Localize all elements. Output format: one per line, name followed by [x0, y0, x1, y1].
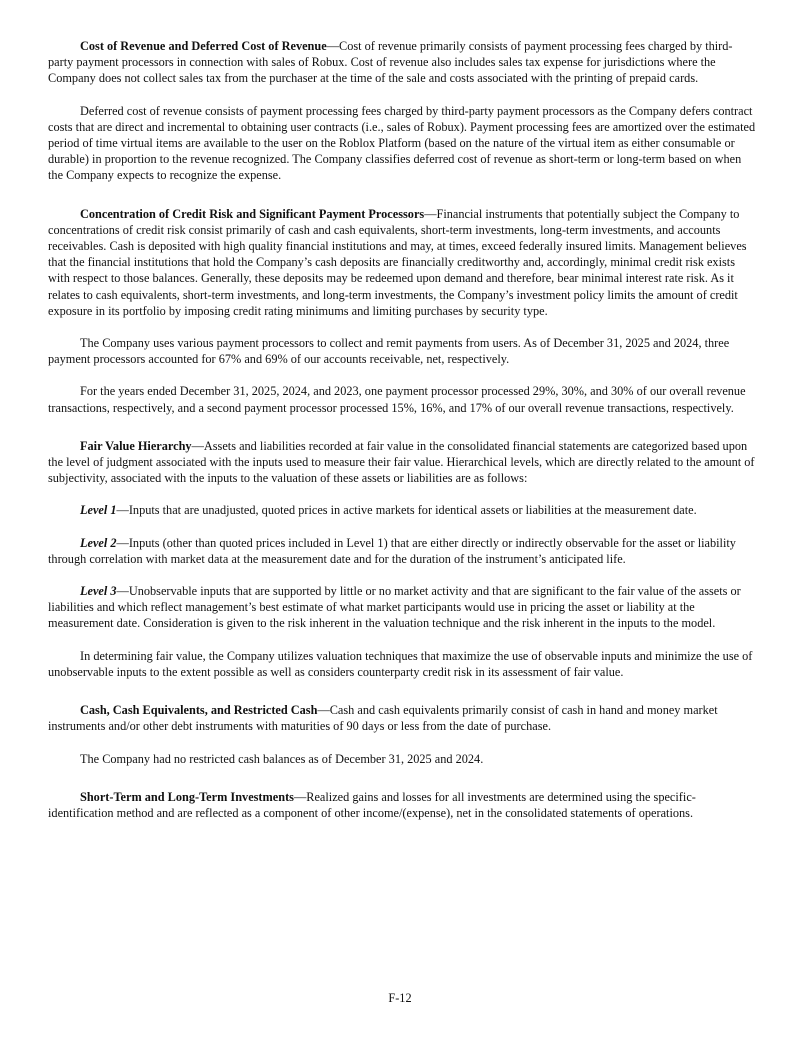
restricted-cash-paragraph: The Company had no restricted cash balances as of December 31, 2025 and 2024.	[80, 751, 484, 766]
investments-paragraph	[48, 789, 756, 821]
level-2-text: —Inputs (other than quoted prices included in Level 1) that are either directly or indirectly observable for the asset or liability through correlation with market data at the measurement date and for the duration of the instrument’s anticipated life.	[48, 535, 736, 566]
fair-value-text: —Assets and liabilities recorded at fair value in the consolidated financial statements are categorized based upon the level of judgment associated with the inputs used to measure their fair value. Hierarchical levels, which are directly related to the amount of subjectivity, associated with the inputs to the valuation of these assets or liabilities are as follows:	[48, 438, 755, 486]
page-number: F-12	[388, 991, 412, 1005]
cost-of-revenue-text: —Cost of revenue primarily consists of payment processing fees charged by third-party payment processors in connection with sales of Robux. Cost of revenue also includes sales tax expense for jurisdictions where the Company does not collect sales tax from the purchaser at the time of the sale and costs associated with the printing of prepaid cards.	[48, 39, 733, 86]
cost-of-revenue-paragraph	[48, 38, 756, 87]
revenue-transactions-paragraph: For the years ended December 31, 2025, 2024, and 2023, one payment processor processed 29%, 30%, and 30% of our overall revenue transactions, respectively, and a second payment processor processed 15%, 16%, and 17% of our overall revenue transactions, respectively.	[48, 384, 746, 415]
level-2-paragraph	[48, 535, 756, 567]
fair-value-paragraph	[48, 438, 756, 487]
cost-of-revenue-heading: Cost of Revenue and Deferred Cost of Revenue	[80, 39, 327, 53]
level-3-paragraph	[48, 583, 756, 632]
concentration-paragraph	[48, 206, 756, 319]
deferred-cost-paragraph: Deferred cost of revenue consists of payment processing fees charged by third-party payment processors as the Company defers contract costs that are direct and incremental to obtaining user contracts (i.e., sales of Robux). Payment processing fees are amortized over the estimated period of time virtual items are available to the user on the Roblox Platform (based on the nature of the virtual item as either consumable or durable) in proportion to the revenue recognized. The Company classifies deferred cost of revenue as short-term or long-term based on when the Company expects to recognize the expense.	[48, 103, 756, 183]
concentration-text: —Financial instruments that potentially subject the Company to concentrations of credit risk consist primarily of cash and cash equivalents, short-term investments, long-term investments, and accounts receivables. Cash is deposited with high quality financial institutions and may, at times, exceed federally insured limits. Management believes that the financial institutions that hold the Company’s cash deposits are financially creditworthy and, accordingly, minimal credit risk exists with respect to those balances. Generally, these deposits may be redeemed upon demand and therefore, bear minimal interest rate risk. As it relates to cash equivalents, short-term investments, and long-term investments, the Company’s investment policy limits the amount of credit exposure in its portfolio by imposing credit rating minimums and limiting purchases by security type.	[48, 206, 747, 318]
level-3-label: Level 3	[80, 584, 117, 599]
cash-paragraph	[48, 702, 756, 734]
fair-value-techniques-paragraph: In determining fair value, the Company utilizes valuation techniques that maximize the use of observable inputs and minimize the use of unobservable inputs to the extent possible as well as considers counterparty credit risk in its assessment of fair value.	[48, 648, 753, 679]
concentration-heading: Concentration of Credit Risk and Significant Payment Processors	[80, 206, 425, 221]
level-2-label: Level 2	[80, 535, 117, 550]
level-3-text: —Unobservable inputs that are supported by little or no market activity and that are significant to the fair value of the assets or liabilities and which reflect management’s best estimate of what market participants would use in pricing the asset or liability at the measurement date. Consideration is given to the risk inherent in the valuation technique and the risk inherent in the inputs to the model.	[48, 584, 741, 631]
cash-heading: Cash, Cash Equivalents, and Restricted Cash	[80, 703, 318, 718]
payment-processors-paragraph: The Company uses various payment processors to collect and remit payments from users. As of December 31, 2025 and 2024, three payment processors accounted for 67% and 69% of our accounts receivable, net, respectively.	[48, 336, 730, 367]
investments-text: —Realized gains and losses for all investments are determined using the specific-identification method and are reflected as a component of other income/(expense), net in the consolidated statements of operations.	[48, 789, 696, 820]
document-page	[48, 38, 756, 821]
level-1-label: Level 1	[80, 503, 117, 518]
investments-heading: Short-Term and Long-Term Investments	[80, 789, 294, 804]
fair-value-heading: Fair Value Hierarchy	[80, 438, 192, 453]
level-1-text: —Inputs that are unadjusted, quoted prices in active markets for identical assets or liabilities at the measurement date.	[116, 503, 697, 518]
cash-text: —Cash and cash equivalents primarily consist of cash in hand and money market instruments and/or other debt instruments with maturities of 90 days or less from the date of purchase.	[48, 703, 718, 734]
level-1-paragraph	[48, 502, 756, 518]
